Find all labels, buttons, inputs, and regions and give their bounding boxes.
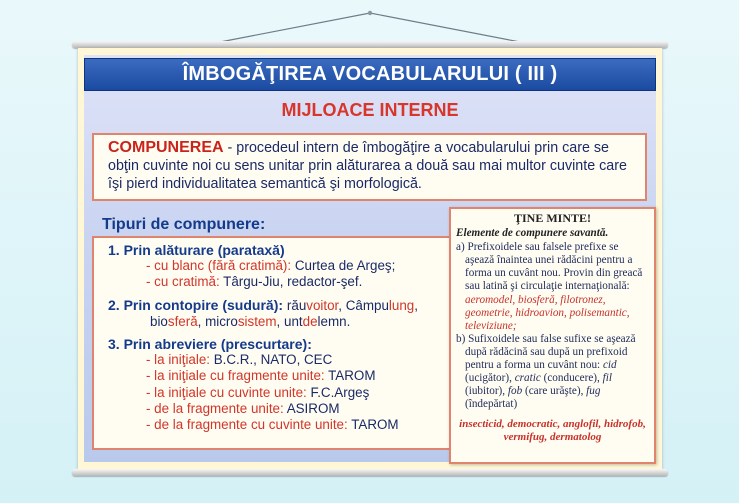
type-title: 3. Prin abreviere (prescurtare): [108, 336, 312, 353]
type-item: - cu blanc (fără cratimă): Curtea de Argeş; [146, 258, 396, 274]
definition-term: COMPUNEREA [108, 139, 224, 156]
poster-inner [84, 55, 656, 462]
type-item: - cu cratimă: Târgu-Jiu, redactor-şef. [146, 274, 363, 290]
types-heading: Tipuri de compunere: [102, 216, 266, 233]
type-item: - la iniţiale: B.C.R., NATO, CEC [146, 352, 333, 368]
type-item: biosferă, microsistem, untdelemn. [150, 313, 351, 329]
remember-title: ŢINE MINTE! [513, 211, 591, 225]
top-rod [72, 41, 668, 48]
type-item: - de la fragmente cu cuvinte unite: TAROM [146, 417, 399, 433]
remember-prefixoids: a) Prefixoidele sau falsele prefixe se aşează înaintea unei rădăcini pentru a forma un cuvânt nou. Provin din greacă sau latină şi circulaţie internaţională: aeromodel, biosferă, filotronez, geometrie, hidroavion, polisemantic, televiziune; [456, 241, 643, 332]
subtitle: MIJLOACE INTERNE [281, 100, 459, 120]
remember-suffixoids: b) Sufixoidele sau false sufixe se aşează după rădăcină sau după un prefixoid pentru a forma un cuvânt nou: cid (ucigător), cratic (conducere), fil (iubitor), fob (care urăşte), fug (îndepărtat) [456, 332, 636, 411]
poster [78, 48, 662, 469]
type-item: - la iniţiale cu fragmente unite: TAROM [146, 368, 376, 384]
definition-line: obţin cuvinte noi cu sens unitar prin alăturarea a două sau mai multor cuvinte care [108, 158, 627, 174]
remember-examples: insecticid, democratic, anglofil, hidrofob, vermifug, dermatolog [459, 418, 646, 444]
type-item: 2. Prin contopire (sudură): răuvoitor, Câmpulung, [108, 296, 418, 313]
remember-intro: Elemente de compunere savantă. [456, 227, 609, 240]
definition-line: îşi pierd individualitatea semantică şi morfologică. [108, 176, 422, 192]
remember-box [449, 207, 656, 464]
type-item: - la iniţiale cu cuvinte unite: F.C.Argeş [146, 384, 370, 400]
definition-box [92, 133, 647, 201]
page-title: ÎMBOGĂŢIREA VOCABULARULUI ( III ) [84, 58, 656, 91]
type-title: 1. Prin alăturare (parataxă) [108, 242, 285, 258]
bottom-rod [72, 469, 668, 476]
definition-line: - procedeul intern de îmbogăţire a vocabularului prin care se [223, 140, 609, 156]
type-item: - de la fragmente unite: ASIROM [146, 400, 340, 416]
type-title: 2. Prin contopire (sudură): [108, 296, 287, 313]
